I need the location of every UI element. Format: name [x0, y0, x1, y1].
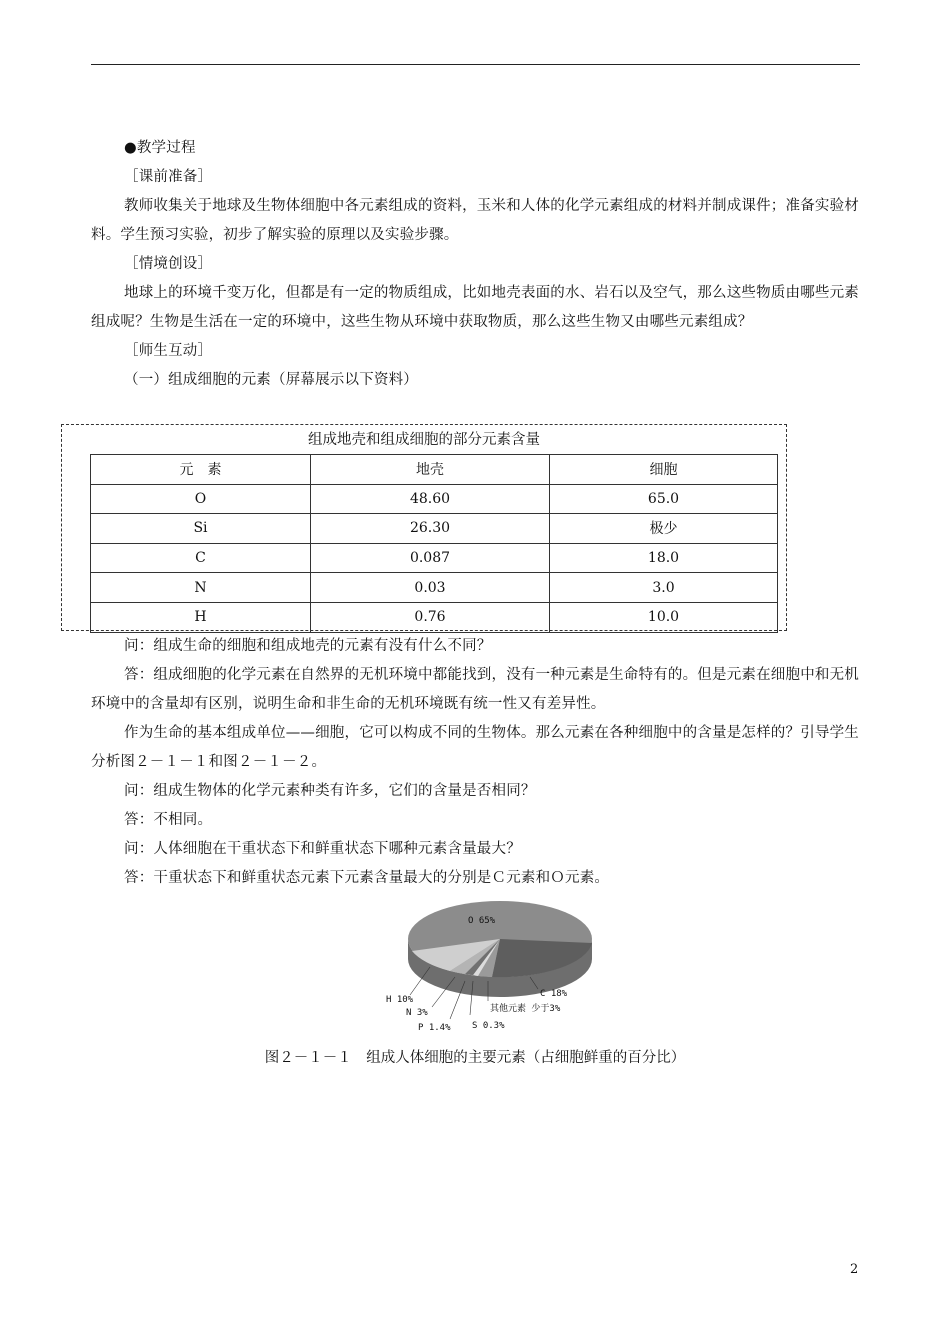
table-caption: 组成地壳和组成细胞的部分元素含量 [308, 432, 540, 448]
table-header-row [91, 455, 778, 485]
table-header-cell: 细胞 [550, 455, 778, 485]
prep-text: 教师收集关于地球及生物体细胞中各元素组成的资料，玉米和人体的化学元素组成的材料并制成课件；准备实验材料。学生预习实验，初步了解实验的原理以及实验步骤。 [91, 198, 859, 243]
question-2: 问：组成生物体的化学元素种类有许多，它们的含量是否相同？ [124, 783, 536, 799]
table-cell: N [91, 573, 311, 603]
table-cell: 3.0 [550, 573, 778, 603]
element-content-table-box [61, 424, 787, 631]
table-cell: 65.0 [550, 484, 778, 514]
table-cell: C [91, 543, 311, 573]
table-row [91, 484, 778, 514]
table-header-element: 元 素 [91, 455, 311, 485]
table-cell: 0.76 [311, 602, 550, 632]
answer-2: 答：不相同。 [124, 812, 213, 828]
table-cell: 极少 [550, 514, 778, 544]
prep-title: ［课前准备］ [124, 169, 213, 185]
pie-label-s: S 0.3% [472, 1021, 505, 1031]
page-number: 2 [850, 1262, 859, 1277]
pie-label-other: 其他元素 少于3% [490, 1004, 561, 1014]
table-cell: 0.03 [311, 573, 550, 603]
figure-caption: 图２－１－１ 组成人体细胞的主要元素（占细胞鲜重的百分比） [264, 1050, 686, 1066]
question-1: 问：组成生命的细胞和组成地壳的元素有没有什么不同？ [124, 638, 492, 654]
table-header-crust: 地壳 [311, 455, 550, 485]
section-heading: ●教学过程 [124, 140, 196, 156]
table-cell: 0.087 [311, 543, 550, 573]
table-cell: Si [91, 514, 311, 544]
question-3: 问：人体细胞在干重状态下和鲜重状态下哪种元素含量最大？ [124, 841, 521, 857]
pie-label-h: H 10% [386, 995, 414, 1005]
pie-label-o: O 65% [468, 916, 496, 926]
scene-text: 地球上的环境千变万化，但都是有一定的物质组成，比如地壳表面的水、岩石以及空气，那么这些物质由哪些元素组成呢？生物是生活在一定的环境中，这些生物从环境中获取物质，那么这些生物又由哪些元素组成？ [91, 285, 859, 330]
table-cell: 26.30 [311, 514, 550, 544]
table-row [91, 602, 778, 632]
header-rule [91, 64, 860, 65]
pie-label-p: P 1.4% [418, 1023, 451, 1033]
sub-title: （一）组成细胞的元素（屏幕展示以下资料） [124, 372, 418, 388]
table-row [91, 573, 778, 603]
pie-label-n: N 3% [406, 1008, 428, 1018]
pie-chart-figure [370, 897, 650, 1037]
interact-title: ［师生互动］ [124, 343, 213, 359]
pie-chart [370, 897, 650, 1037]
table-cell: 18.0 [550, 543, 778, 573]
qa-section [91, 632, 873, 893]
element-content-table [90, 454, 778, 633]
table-row [91, 543, 778, 573]
answer-1: 答：组成细胞的化学元素在自然界的无机环境中都能找到，没有一种元素是生命特有的。但是元素在细胞中和无机环境中的含量却有区别，说明生命和非生命的无机环境既有统一性又有差异性。 [91, 667, 859, 712]
table-row [91, 514, 778, 544]
lesson-content [91, 134, 873, 395]
paragraph-1: 作为生命的基本组成单位——细胞，它可以构成不同的生物体。那么元素在各种细胞中的含量是怎样的？引导学生分析图２－１－１和图２－１－２。 [91, 725, 859, 770]
scene-title: ［情境创设］ [124, 256, 213, 272]
table-cell: 48.60 [311, 484, 550, 514]
table-cell: O [91, 484, 311, 514]
table-cell: 10.0 [550, 602, 778, 632]
pie-label-c: C 18% [540, 989, 568, 999]
table-cell: H [91, 602, 311, 632]
answer-3: 答：干重状态下和鲜重状态元素下元素含量最大的分别是Ｃ元素和Ｏ元素。 [124, 870, 610, 886]
